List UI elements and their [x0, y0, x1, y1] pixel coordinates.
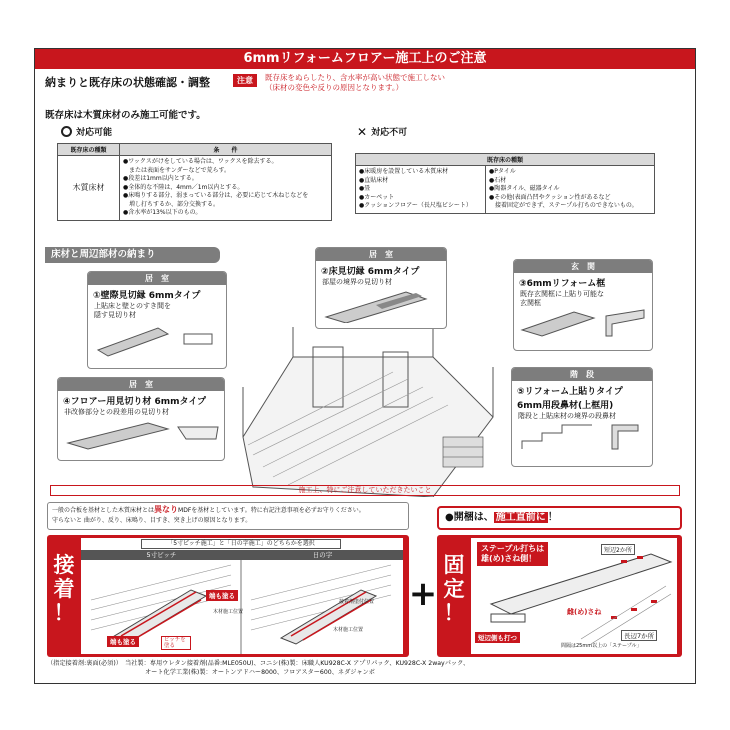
- long-side-count: 長辺7か所: [621, 630, 657, 641]
- short-side-count: 短辺2か所: [601, 544, 635, 555]
- edge-paint-label: 端も塗る: [107, 636, 139, 647]
- pitch-label: 5寸ピッチ: [146, 551, 177, 559]
- unpack-highlight: 施工直前に: [495, 512, 546, 523]
- fixing-vertical-label: [441, 553, 467, 625]
- ok-table: [57, 143, 332, 221]
- section-title-state-check: 納まりと既存床の状態確認・調整: [45, 76, 210, 89]
- notice-text: 一般の合板を基材とした木質床材とは: [52, 507, 155, 514]
- ng-item: ●その他(表面凸凹やクッション性があるなど: [489, 193, 611, 201]
- cross-ng-icon: ✕: [357, 124, 368, 139]
- staple-spacing-note: 間隔は25mm以上の「ステープル」: [561, 643, 642, 649]
- ng-col2: [486, 166, 655, 214]
- ok-cond-cell: [120, 156, 332, 221]
- footer-line-1: （指定接着剤:裏面(必須)） 当社製：専用ウレタン接着剤(品番:MLE050U)、コニシ(株)製：床職人KU928C-X アプリパック、KU928C-X 2wayパック、: [47, 660, 470, 667]
- cond-line: 増し打ちするか、部分交換する。: [123, 200, 220, 208]
- caution-line-1: 既存床をぬらしたり、含水率が高い状態で施工しない: [265, 73, 445, 82]
- ng-item: ●直貼床材: [359, 176, 389, 184]
- card-head: 居 室: [88, 272, 226, 285]
- ng-item: ●石材: [489, 176, 507, 184]
- mdf-notice: [47, 502, 409, 530]
- card-title: ②床見切縁 6mmタイプ: [321, 267, 420, 277]
- hinoji-label: 日の字: [312, 551, 333, 559]
- notice-highlight: 異なり: [154, 505, 179, 514]
- section-separator: 施工上、特にご注意していただきたいこと: [50, 485, 680, 496]
- ok-type-cell: 木質床材: [58, 156, 120, 221]
- frame-illustration: [514, 308, 654, 338]
- card-desc: 非改修部分との段差用の見切り材: [64, 408, 169, 416]
- cond-line: ●全体的な不陸は、4mm／1m以内とする。: [123, 183, 244, 191]
- ng-item: ●クッションフロアー（長尺塩ビシート）: [359, 202, 472, 209]
- wall-trim-illustration: [88, 320, 228, 360]
- ng-item: 接着固定ができず、ステープル打ちのできないもの。: [489, 202, 638, 209]
- fixing-diagram: [471, 538, 677, 654]
- ok-th-cond: 条 件: [120, 144, 332, 156]
- cond-line: ●段差は1mm以内とする。: [123, 175, 198, 182]
- section-title-trim: 床材と周辺部材の納まり: [45, 247, 220, 263]
- cond-line: または表面をサンダーなどで荒らす。: [123, 166, 230, 174]
- ok-th-type: 既存床の種類: [58, 144, 120, 156]
- circle-ok-icon: [61, 126, 72, 137]
- notice-line-2: 守らないと 曲がり、反り、床鳴り、目すき、突き上げの原因となります。: [52, 517, 252, 524]
- card-title: ⑤リフォーム上貼りタイプ: [517, 387, 623, 397]
- card-desc: 上貼床と壁とのすき間を: [94, 302, 171, 310]
- ng-item: ●床暖房を設置している木質床材: [359, 168, 449, 175]
- card-floor-trim: [315, 247, 447, 329]
- staple-line-2: 雄(め)さね側！: [481, 554, 537, 563]
- vertical-char: ！: [53, 601, 75, 625]
- notice-sheet: [34, 48, 696, 684]
- cond-line: ●含水率が13%以下のもの。: [123, 209, 202, 216]
- adhesive-diagram: [81, 538, 403, 654]
- unpack-post: ！: [547, 512, 558, 523]
- fixing-panel: [437, 535, 682, 657]
- vertical-char: 固: [443, 553, 465, 577]
- card-title: ③6mmリフォーム框: [519, 279, 606, 289]
- ng-item: ●カーペット: [359, 193, 395, 201]
- card-desc: 隠す見切り材: [94, 311, 136, 319]
- cond-line: ●ワックスがけをしている場合は、ワックスを除去する。: [123, 158, 278, 165]
- method-choice: 「5寸ピッチ施工」と「日の字施工」のどちらかを選択: [141, 539, 341, 549]
- card-title-2: 6mm用段鼻材(上框用): [517, 401, 614, 411]
- ng-item: ●畳: [359, 185, 371, 192]
- pitch-note: ビッチを 塗る: [161, 636, 191, 650]
- ng-heading: [357, 125, 407, 138]
- vertical-char: ！: [443, 601, 465, 625]
- ng-label: 対応不可: [371, 128, 408, 138]
- caution-line-2: （床材の変色や反りの原因となります。）: [265, 83, 404, 92]
- short-edge-label: 短辺側も打つ: [475, 632, 520, 643]
- lead-text: 既存床は木質床材のみ施工可能です。: [45, 110, 206, 121]
- wood-position-label-2: 木材施工位置: [333, 627, 364, 633]
- adhesive-panel: [47, 535, 409, 657]
- stair-nosing-illustration: [512, 421, 654, 451]
- step-trim-illustration: [58, 417, 226, 451]
- female-tongue-label: 雌(め)さね: [567, 608, 602, 616]
- vertical-char: 定: [443, 577, 465, 601]
- card-desc: 階段と上貼床材の境界の段鼻材: [518, 412, 616, 420]
- card-step-trim: [57, 377, 225, 461]
- card-wall-trim: [87, 271, 227, 369]
- card-desc: 既存玄関框に上貼り可能な: [520, 290, 604, 298]
- card-head: 階 段: [512, 368, 652, 381]
- cond-line: ●床鳴りする部分、弱まっている部分は、必要に応じて木ねじなどを: [123, 192, 309, 199]
- card-title: ④フロアー用見切り材 6mmタイプ: [63, 397, 207, 407]
- card-desc: 部屋の境界の見切り材: [322, 278, 392, 286]
- ng-col1: [356, 166, 486, 214]
- glue-position-label: 接着剤塗付位置: [339, 599, 375, 605]
- card-head: 居 室: [316, 248, 446, 261]
- adhesive-vertical-label: [51, 553, 77, 625]
- card-title: ①壁際見切縁 6mmタイプ: [93, 291, 201, 301]
- floor-trim-illustration: [316, 287, 448, 323]
- notice-line-1: [52, 505, 404, 516]
- unpack-pre: ●開梱は、: [445, 512, 494, 523]
- ng-table: [355, 153, 655, 214]
- ok-heading: [61, 125, 112, 138]
- staple-line-1: ステープル打ちは: [481, 544, 545, 553]
- card-head: 居 室: [58, 378, 224, 391]
- notice-text: MDFを基材としています。特に右記注意事項を必ずお守りください。: [178, 507, 365, 514]
- card-frame: [513, 259, 653, 351]
- vertical-char: 接: [53, 553, 75, 577]
- footer-adhesives: [47, 659, 687, 677]
- footer-line-2: オート化学工業(株)製：オートンアドハー8000、フロアスター600、ネダジャンボ: [145, 669, 375, 676]
- plus-icon: +: [408, 574, 438, 614]
- card-head: 玄 関: [514, 260, 652, 273]
- vertical-char: 着: [53, 577, 75, 601]
- unpack-notice: [437, 506, 682, 530]
- method-header: [81, 550, 403, 560]
- card-desc: 玄関框: [520, 299, 541, 307]
- caution-text: [265, 73, 445, 93]
- ng-th: 既存床の種類: [356, 154, 655, 166]
- page-title: 6mmリフォームフロアー施工上のご注意: [35, 49, 695, 69]
- ng-item: ●Pタイル: [489, 168, 516, 175]
- ok-label: 対応可能: [76, 128, 113, 138]
- ng-item: ●陶器タイル、磁器タイル: [489, 185, 560, 192]
- room-diagram: [233, 327, 503, 497]
- card-stair-nosing: [511, 367, 653, 467]
- edge-paint-label: 端も塗る: [206, 590, 238, 601]
- caution-badge: 注意: [233, 74, 257, 87]
- wood-position-label: 木材施工位置: [213, 609, 244, 615]
